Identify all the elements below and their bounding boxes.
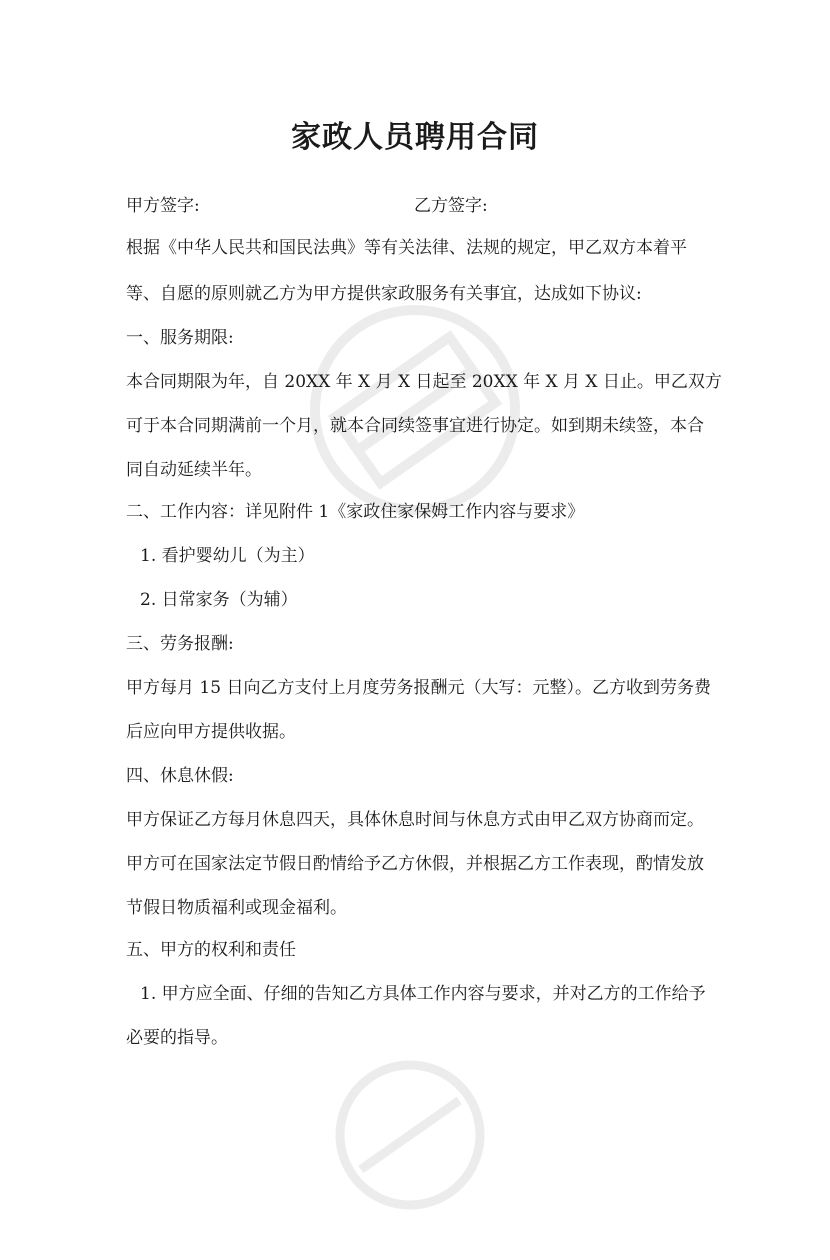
section-heading: 二、工作内容：详见附件 1《家政住家保姆工作内容与要求》 [126,502,585,522]
party-b-signature-label: 乙方签字: [414,196,488,216]
paragraph-line: 必要的指导。 [126,1028,228,1048]
list-item: 2. 日常家务（为辅） [140,590,298,610]
paragraph-line: 甲方可在国家法定节假日酌情给予乙方休假，并根据乙方工作表现，酌情发放 [126,854,704,874]
paragraph-line: 节假日物质福利或现金福利。 [126,898,347,918]
paragraph-line: 后应向甲方提供收据。 [126,722,296,742]
paragraph-line: 等、自愿的原则就乙方为甲方提供家政服务有关事宜，达成如下协议: [126,284,642,304]
watermark-logo-bottom [277,1010,543,1259]
paragraph-line: 甲方每月 15 日向乙方支付上月度劳务报酬元（大写：元整）。乙方收到劳务费 [126,678,711,698]
section-heading: 一、服务期限: [126,328,234,348]
paragraph-line: 甲方保证乙方每月休息四天，具体休息时间与休息方式由甲乙双方协商而定。 [126,810,704,830]
paragraph-line: 同自动延续半年。 [126,460,262,480]
paragraph-line: 可于本合同期满前一个月，就本合同续签事宜进行协定。如到期未续签，本合 [126,416,704,436]
section-heading: 四、休息休假: [126,766,234,786]
section-heading: 三、劳务报酬: [126,634,234,654]
list-item: 1. 甲方应全面、仔细的告知乙方具体工作内容与要求，并对乙方的工作给予 [140,984,706,1004]
list-item: 1. 看护婴幼儿（为主） [140,546,315,566]
paragraph-line: 根据《中华人民共和国民法典》等有关法律、法规的规定，甲乙双方本着平 [126,238,687,258]
paragraph-line: 本合同期限为年，自 20XX 年 X 月 X 日起至 20XX 年 X 月 X 日止。甲乙双方 [126,372,722,392]
document-title: 家政人员聘用合同 [291,120,539,155]
section-heading: 五、甲方的权利和责任 [126,940,296,960]
party-a-signature-label: 甲方签字: [126,196,200,216]
